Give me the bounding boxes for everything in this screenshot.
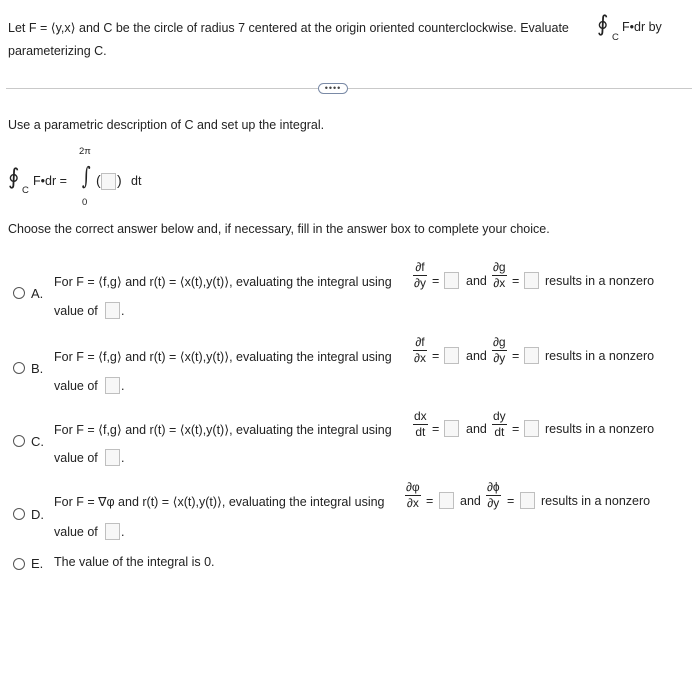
period: .: [121, 304, 125, 318]
option-a-fraction-2: ∂g ∂x: [493, 260, 506, 290]
contour-integral-symbol: ∮: [597, 12, 609, 37]
question-text-line2: parameterizing C.: [8, 44, 107, 58]
upper-limit: 2π: [79, 146, 91, 157]
lower-limit: 0: [82, 197, 88, 208]
option-c-tail: results in a nonzero: [545, 422, 655, 436]
option-d-radio[interactable]: [13, 508, 25, 520]
integral-symbol: ∫: [81, 162, 91, 190]
option-e-letter: E.: [31, 556, 44, 571]
period: .: [121, 451, 125, 465]
and-label: and: [466, 274, 487, 288]
period: .: [121, 379, 125, 393]
option-d-value-of: value of: [54, 525, 98, 539]
question-integrand: F•dr by: [622, 20, 662, 34]
setup-contour-subscript: C: [22, 185, 29, 196]
option-b-tail: results in a nonzero: [545, 349, 655, 363]
option-b-answer-box-2[interactable]: [524, 347, 539, 364]
option-a-answer-box-3[interactable]: [105, 302, 120, 319]
equals-sign: =: [512, 274, 520, 288]
setup-lhs: F•dr =: [33, 174, 67, 188]
and-label: and: [460, 494, 481, 508]
option-b-fraction-2: ∂g ∂y: [493, 335, 506, 365]
option-b-text: For F = ⟨f,g⟩ and r(t) = ⟨x(t),y(t)⟩, evaluating the integral using: [54, 350, 392, 364]
equals-sign: =: [426, 494, 434, 508]
option-a-answer-box-1[interactable]: [444, 272, 459, 289]
question-text: Let F = ⟨y,x⟩ and C be the circle of radius 7 centered at the origin oriented counterclockwise. Evaluate: [8, 21, 569, 35]
option-d-text: For F = ∇φ and r(t) = ⟨x(t),y(t)⟩, evaluating the integral using: [54, 495, 385, 509]
option-c-fraction-1: dx dt: [414, 409, 427, 439]
option-b-letter: B.: [31, 361, 44, 376]
option-c-letter: C.: [31, 434, 44, 449]
instruction-text: Use a parametric description of C and set up the integral.: [8, 118, 325, 132]
equals-sign: =: [432, 422, 440, 436]
show-more-button[interactable]: ••••: [318, 83, 348, 94]
option-e-radio[interactable]: [13, 558, 25, 570]
open-paren: (: [96, 172, 101, 188]
option-a-fraction-1: ∂f ∂y: [414, 260, 426, 290]
option-d-fraction-1: ∂φ ∂x: [406, 480, 420, 510]
equals-sign: =: [512, 422, 520, 436]
option-c-text: For F = ⟨f,g⟩ and r(t) = ⟨x(t),y(t)⟩, evaluating the integral using: [54, 423, 392, 437]
equals-sign: =: [432, 274, 440, 288]
divider: [6, 88, 692, 89]
option-d-answer-box-2[interactable]: [520, 492, 535, 509]
option-e-text: The value of the integral is 0.: [54, 555, 215, 569]
option-d-letter: D.: [31, 507, 44, 522]
option-c-value-of: value of: [54, 451, 98, 465]
option-a-radio[interactable]: [13, 287, 25, 299]
option-d-tail: results in a nonzero: [541, 494, 651, 508]
option-c-answer-box-1[interactable]: [444, 420, 459, 437]
equals-sign: =: [507, 494, 515, 508]
option-c-answer-box-2[interactable]: [524, 420, 539, 437]
and-label: and: [466, 422, 487, 436]
setup-contour-integral-symbol: ∮: [8, 165, 20, 190]
option-b-answer-box-3[interactable]: [105, 377, 120, 394]
contour-integral-subscript: C: [612, 32, 619, 43]
option-c-fraction-2: dy dt: [493, 409, 506, 439]
choose-prompt: Choose the correct answer below and, if necessary, fill in the answer box to complete your choice.: [8, 222, 550, 236]
option-d-answer-box-3[interactable]: [105, 523, 120, 540]
option-a-tail: results in a nonzero: [545, 274, 655, 288]
option-b-answer-box-1[interactable]: [444, 347, 459, 364]
close-paren: ): [117, 172, 122, 188]
equals-sign: =: [432, 349, 440, 363]
option-b-fraction-1: ∂f ∂x: [414, 335, 426, 365]
option-c-answer-box-3[interactable]: [105, 449, 120, 466]
integrand-answer-box[interactable]: [101, 173, 116, 190]
equals-sign: =: [512, 349, 520, 363]
option-a-letter: A.: [31, 286, 44, 301]
option-b-value-of: value of: [54, 379, 98, 393]
period: .: [121, 525, 125, 539]
option-d-fraction-2: ∂ϕ ∂y: [487, 480, 500, 510]
dt-label: dt: [131, 174, 142, 188]
option-b-radio[interactable]: [13, 362, 25, 374]
option-d-answer-box-1[interactable]: [439, 492, 454, 509]
option-c-radio[interactable]: [13, 435, 25, 447]
and-label: and: [466, 349, 487, 363]
option-a-text: For F = ⟨f,g⟩ and r(t) = ⟨x(t),y(t)⟩, evaluating the integral using: [54, 275, 392, 289]
option-a-value-of: value of: [54, 304, 98, 318]
option-a-answer-box-2[interactable]: [524, 272, 539, 289]
